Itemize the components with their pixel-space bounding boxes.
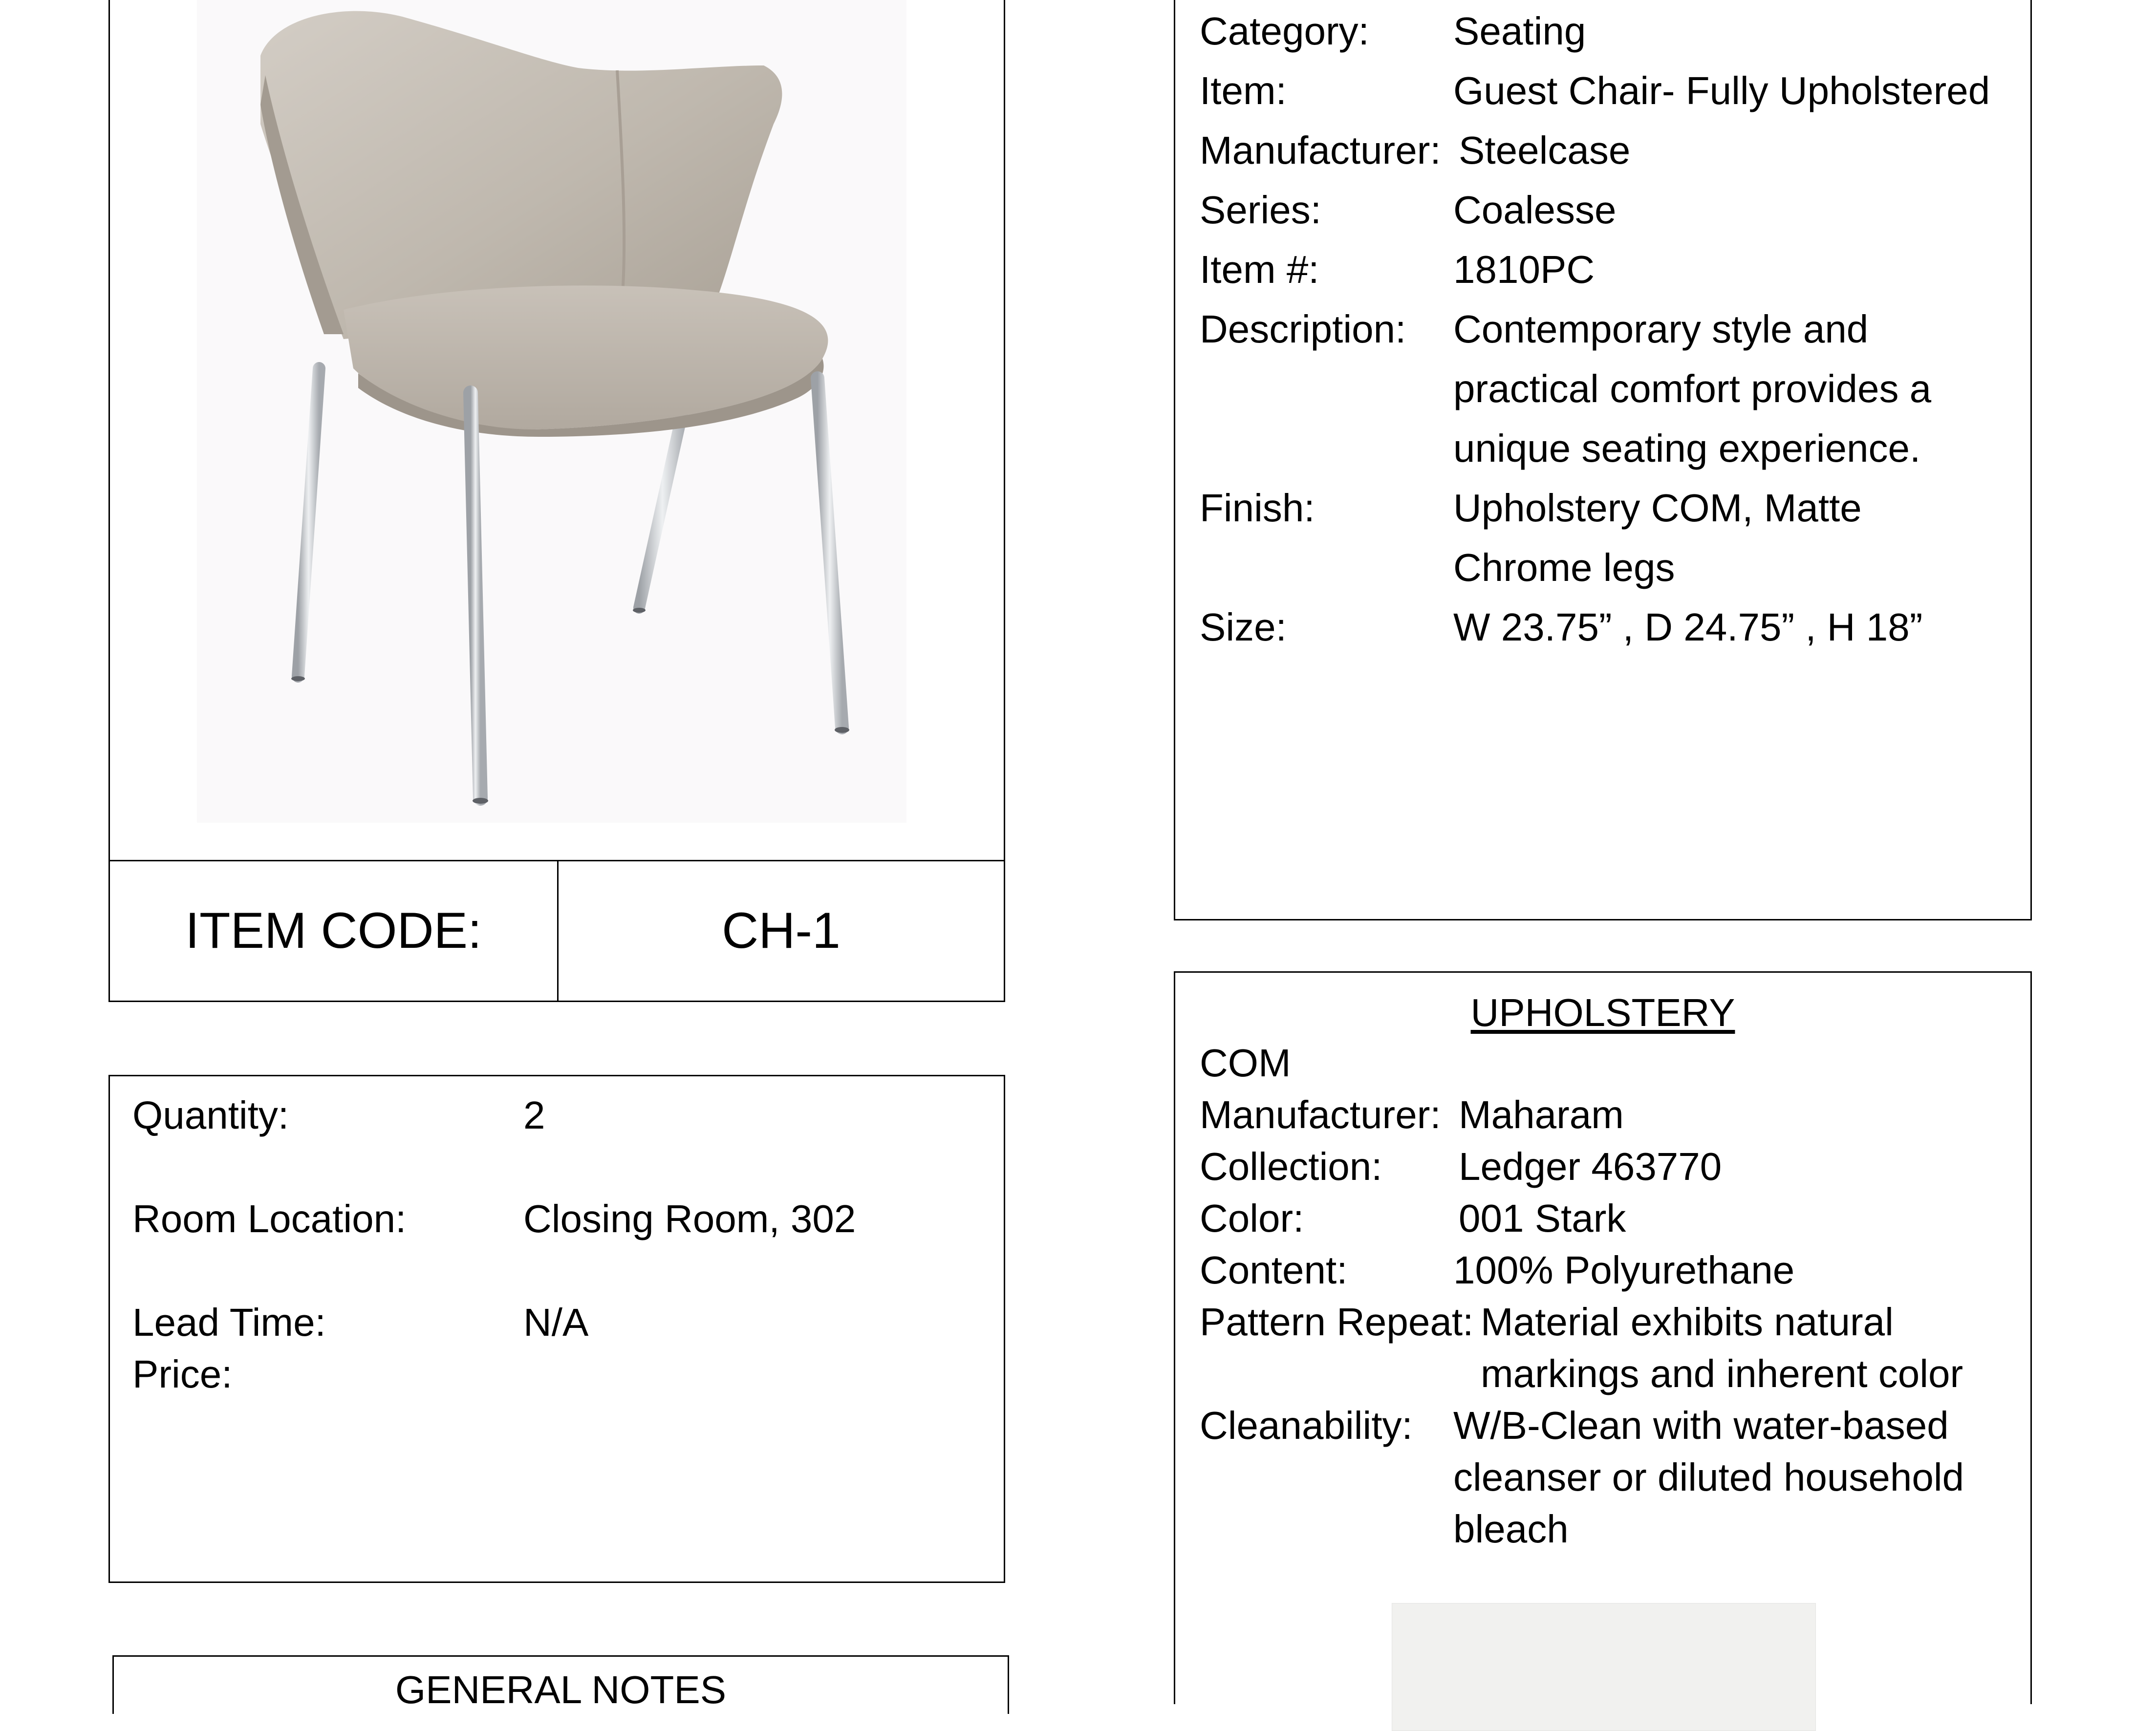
- lead-time-label: Lead Time:: [132, 1301, 326, 1344]
- collection-label: Collection:: [1200, 1145, 1382, 1188]
- front-left-leg: [471, 393, 480, 798]
- finish-line: Chrome legs: [1453, 546, 1675, 589]
- item-value: Guest Chair- Fully Upholstered: [1453, 69, 1990, 112]
- chair-photo: [197, 0, 906, 823]
- item-label: Item:: [1200, 69, 1287, 112]
- upholstery-title: UPHOLSTERY: [1470, 991, 1735, 1034]
- upholstery-manufacturer-value: Maharam: [1459, 1093, 1624, 1136]
- quantity-value: 2: [523, 1093, 545, 1137]
- product-image-panel: [108, 0, 1005, 861]
- lead-time-value: N/A: [523, 1301, 589, 1344]
- content-label: Content:: [1200, 1248, 1348, 1292]
- color-value: 001 Stark: [1459, 1197, 1626, 1240]
- item-code-label: ITEM CODE:: [185, 902, 482, 959]
- item-code-value: CH-1: [722, 902, 841, 959]
- order-info-panel: [108, 1075, 1005, 1583]
- manufacturer-value: Steelcase: [1459, 128, 1631, 172]
- description-line: practical comfort provides a: [1453, 367, 1932, 410]
- size-value: W 23.75” , D 24.75” , H 18”: [1453, 605, 1923, 649]
- category-label: Category:: [1200, 9, 1369, 53]
- content-value: 100% Polyurethane: [1453, 1248, 1795, 1292]
- pattern-repeat-label: Pattern Repeat:: [1200, 1300, 1474, 1344]
- item-number-value: 1810PC: [1453, 248, 1595, 291]
- category-value: Seating: [1453, 9, 1586, 53]
- item-code-panel: [108, 860, 1005, 1002]
- manufacturer-label: Manufacturer:: [1200, 128, 1441, 172]
- general-notes-panel: [112, 1655, 1009, 1714]
- room-location-label: Room Location:: [132, 1197, 407, 1240]
- cleanability-line: cleanser or diluted household: [1453, 1455, 1964, 1499]
- fabric-swatch-image: [1392, 1603, 1816, 1731]
- cleanability-label: Cleanability:: [1200, 1404, 1413, 1447]
- quantity-label: Quantity:: [132, 1093, 289, 1137]
- upholstery-manufacturer-label: Manufacturer:: [1200, 1093, 1441, 1136]
- item-number-label: Item #:: [1200, 248, 1319, 291]
- description-line: Contemporary style and: [1453, 307, 1869, 351]
- upholstery-panel: [1174, 971, 2032, 1704]
- com-label: COM: [1200, 1041, 1291, 1085]
- cleanability-line: W/B-Clean with water-based: [1453, 1404, 1949, 1447]
- room-location-value: Closing Room, 302: [523, 1197, 856, 1240]
- color-label: Color:: [1200, 1197, 1304, 1240]
- series-label: Series:: [1200, 188, 1321, 232]
- finish-label: Finish:: [1200, 486, 1315, 530]
- finish-line: Upholstery COM, Matte: [1453, 486, 1862, 530]
- collection-value: Ledger 463770: [1459, 1145, 1722, 1188]
- specification-panel: [1174, 0, 2032, 920]
- description-label: Description:: [1200, 307, 1406, 351]
- price-label: Price:: [132, 1352, 233, 1396]
- series-value: Coalesse: [1453, 188, 1617, 232]
- size-label: Size:: [1200, 605, 1287, 649]
- pattern-repeat-line: Material exhibits natural: [1481, 1300, 1894, 1344]
- general-notes-title: GENERAL NOTES: [395, 1668, 727, 1711]
- description-line: unique seating experience.: [1453, 427, 1921, 470]
- cleanability-line: bleach: [1453, 1507, 1569, 1551]
- pattern-repeat-line: markings and inherent color: [1481, 1352, 1963, 1395]
